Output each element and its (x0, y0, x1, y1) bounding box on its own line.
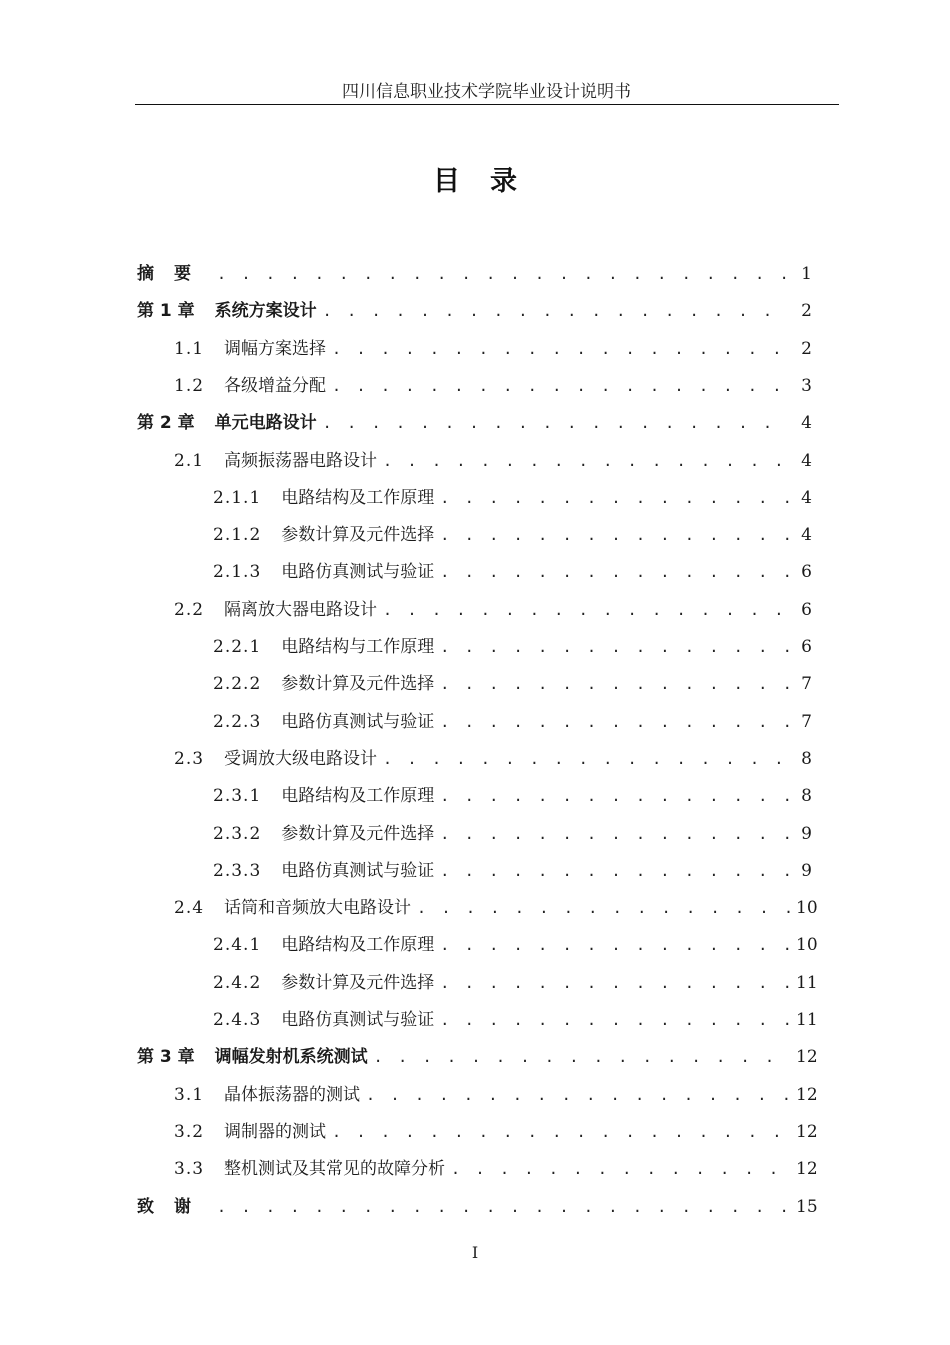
dot-leader (440, 856, 790, 886)
dot-leader (440, 819, 790, 849)
dot-leader (451, 1154, 790, 1184)
toc-entry-label: 调幅发射机系统测试 (214, 1047, 368, 1068)
toc-entry[interactable] (174, 893, 818, 923)
toc-entry-number: 2.1.3 (213, 562, 262, 583)
dot-leader (383, 595, 790, 625)
toc-entry-label: 致谢 (137, 1196, 211, 1217)
toc-entry-page: 10 (796, 898, 818, 919)
toc-entry[interactable] (213, 968, 818, 998)
toc-entry-number: 2.4 (174, 898, 205, 919)
toc-entry-label: 单元电路设计 (214, 413, 317, 434)
dot-leader (332, 334, 790, 364)
toc-entry-number: 3.1 (174, 1084, 205, 1105)
toc-entry-page: 4 (801, 487, 812, 508)
toc-entry[interactable] (213, 557, 812, 587)
toc-entry[interactable] (213, 781, 812, 811)
toc-entry[interactable] (174, 446, 812, 476)
toc-entry[interactable] (174, 371, 812, 401)
dot-leader (440, 1005, 790, 1035)
dot-leader (383, 744, 790, 774)
toc-entry[interactable] (213, 483, 812, 513)
toc-entry-label: 高频振荡器电路设计 (224, 450, 378, 471)
toc-entry-number: 第 1 章 (137, 301, 195, 322)
toc-entry-page: 4 (801, 450, 812, 471)
toc-entry[interactable] (213, 632, 812, 662)
toc-entry-page: 2 (801, 301, 812, 322)
toc-entry-label: 电路仿真测试与验证 (281, 860, 435, 881)
toc-entry-page: 15 (796, 1196, 818, 1217)
toc-entry-number: 2.4.3 (213, 1010, 262, 1030)
dot-leader (332, 371, 790, 401)
toc-entry-page: 9 (801, 860, 812, 881)
toc-entry[interactable] (213, 520, 812, 550)
toc-entry-number: 2.1.1 (213, 487, 262, 508)
dot-leader (366, 1080, 790, 1110)
dot-leader (440, 669, 790, 699)
toc-entry[interactable] (137, 408, 812, 438)
toc-entry-page: 11 (796, 1010, 818, 1030)
toc-entry-label: 电路结构及工作原理 (281, 786, 435, 807)
toc-entry-page: 11 (796, 972, 818, 993)
toc-entry[interactable] (174, 1154, 818, 1184)
dot-leader (440, 707, 790, 737)
toc-entry-number: 3.2 (174, 1121, 205, 1142)
toc-entry[interactable] (137, 1192, 818, 1222)
toc-entry[interactable] (213, 930, 818, 960)
toc-entry-page: 2 (801, 338, 812, 359)
dot-leader (440, 968, 790, 998)
toc-entry-page: 12 (796, 1121, 818, 1142)
toc-entry-number: 2.1.2 (213, 525, 262, 546)
dot-leader (323, 408, 790, 438)
toc-entry[interactable] (174, 334, 812, 364)
toc-entry[interactable] (213, 1005, 818, 1035)
toc-entry-number: 2.4.1 (213, 935, 262, 956)
toc-entry[interactable] (213, 819, 812, 849)
toc-entry-label: 各级增益分配 (224, 375, 327, 396)
toc-title: 目录 (433, 166, 547, 197)
toc-entry-page: 12 (796, 1047, 818, 1068)
toc-entry-label: 摘要 (137, 264, 211, 284)
toc-entry-number: 2.2 (174, 599, 205, 620)
dot-leader (323, 296, 790, 326)
toc-entry-page: 7 (801, 674, 812, 695)
toc-entry-number: 2.3 (174, 748, 205, 769)
toc-entry-number: 1.1 (174, 338, 205, 359)
toc-entry-label: 系统方案设计 (214, 301, 317, 322)
toc-entry-page: 6 (801, 637, 812, 657)
toc-entry-number: 2.3.1 (213, 786, 262, 807)
dot-leader (332, 1117, 790, 1147)
toc-entry-label: 电路仿真测试与验证 (281, 711, 435, 732)
dot-leader (417, 893, 790, 923)
toc-entry-label: 电路结构与工作原理 (281, 637, 435, 657)
toc-entry[interactable] (174, 595, 812, 625)
toc-entry-label: 晶体振荡器的测试 (224, 1084, 361, 1105)
toc-entry-number: 2.3.2 (213, 823, 262, 844)
toc-entry-number: 2.1 (174, 450, 205, 471)
toc-entry[interactable] (213, 669, 812, 699)
toc-entry-number: 第 3 章 (137, 1047, 195, 1068)
dot-leader (217, 259, 790, 289)
toc-entry-label: 电路仿真测试与验证 (281, 562, 435, 583)
toc-entry[interactable] (213, 707, 812, 737)
toc-entry-label: 话筒和音频放大电路设计 (224, 898, 412, 919)
toc-entry-page: 4 (801, 525, 812, 546)
toc-entry-page: 1 (801, 264, 812, 284)
dot-leader (217, 1192, 790, 1222)
toc-entry[interactable] (137, 259, 812, 289)
toc-entry-label: 受调放大级电路设计 (224, 748, 378, 769)
toc-entry-number: 第 2 章 (137, 413, 195, 434)
dot-leader (440, 483, 790, 513)
toc-entry-page: 9 (801, 823, 812, 844)
toc-entry-label: 参数计算及元件选择 (281, 525, 435, 546)
toc-entry-label: 调制器的测试 (224, 1121, 327, 1142)
toc-entry-number: 2.2.1 (213, 637, 262, 657)
header-rule (135, 104, 839, 105)
toc-entry-number: 2.2.3 (213, 711, 262, 732)
dot-leader (383, 446, 790, 476)
toc-entry-label: 参数计算及元件选择 (281, 823, 435, 844)
toc-entry-number: 2.3.3 (213, 860, 262, 881)
toc-entry[interactable] (174, 744, 812, 774)
toc-entry-page: 8 (801, 786, 812, 807)
toc-entry-page: 4 (801, 413, 812, 434)
toc-entry-number: 3.3 (174, 1159, 205, 1180)
toc-entry-page: 12 (796, 1084, 818, 1105)
toc-entry-label: 参数计算及元件选择 (281, 972, 435, 993)
toc-entry[interactable] (137, 296, 812, 326)
toc-entry-number: 2.4.2 (213, 972, 262, 993)
toc-entry-page: 8 (801, 748, 812, 769)
toc-entry-label: 隔离放大器电路设计 (224, 599, 378, 620)
toc-entry-label: 整机测试及其常见的故障分析 (224, 1159, 446, 1180)
toc-entry-page: 12 (796, 1159, 818, 1180)
toc-entry-page: 3 (801, 375, 812, 396)
toc-entry-label: 调幅方案选择 (224, 338, 327, 359)
dot-leader (440, 520, 790, 550)
toc-entry-page: 6 (801, 562, 812, 583)
toc-entry-number: 2.2.2 (213, 674, 262, 695)
toc-entry-label: 电路结构及工作原理 (281, 935, 435, 956)
toc-entry-page: 10 (796, 935, 818, 956)
toc-entry-label: 电路结构及工作原理 (281, 487, 435, 508)
dot-leader (440, 930, 790, 960)
toc-entry[interactable] (174, 1080, 818, 1110)
toc-entry-page: 6 (801, 599, 812, 620)
toc-entry-label: 参数计算及元件选择 (281, 674, 435, 695)
toc-entry-page: 7 (801, 711, 812, 732)
toc-entry[interactable] (213, 856, 812, 886)
dot-leader (440, 557, 790, 587)
page-number: I (471, 1243, 479, 1262)
running-header: 四川信息职业技术学院毕业设计说明书 (342, 82, 631, 102)
toc-entry[interactable] (137, 1042, 818, 1072)
toc-entry-number: 1.2 (174, 375, 205, 396)
dot-leader (440, 632, 790, 662)
dot-leader (374, 1042, 790, 1072)
toc-entry[interactable] (174, 1117, 818, 1147)
dot-leader (440, 781, 790, 811)
toc-entry-label: 电路仿真测试与验证 (281, 1010, 435, 1030)
